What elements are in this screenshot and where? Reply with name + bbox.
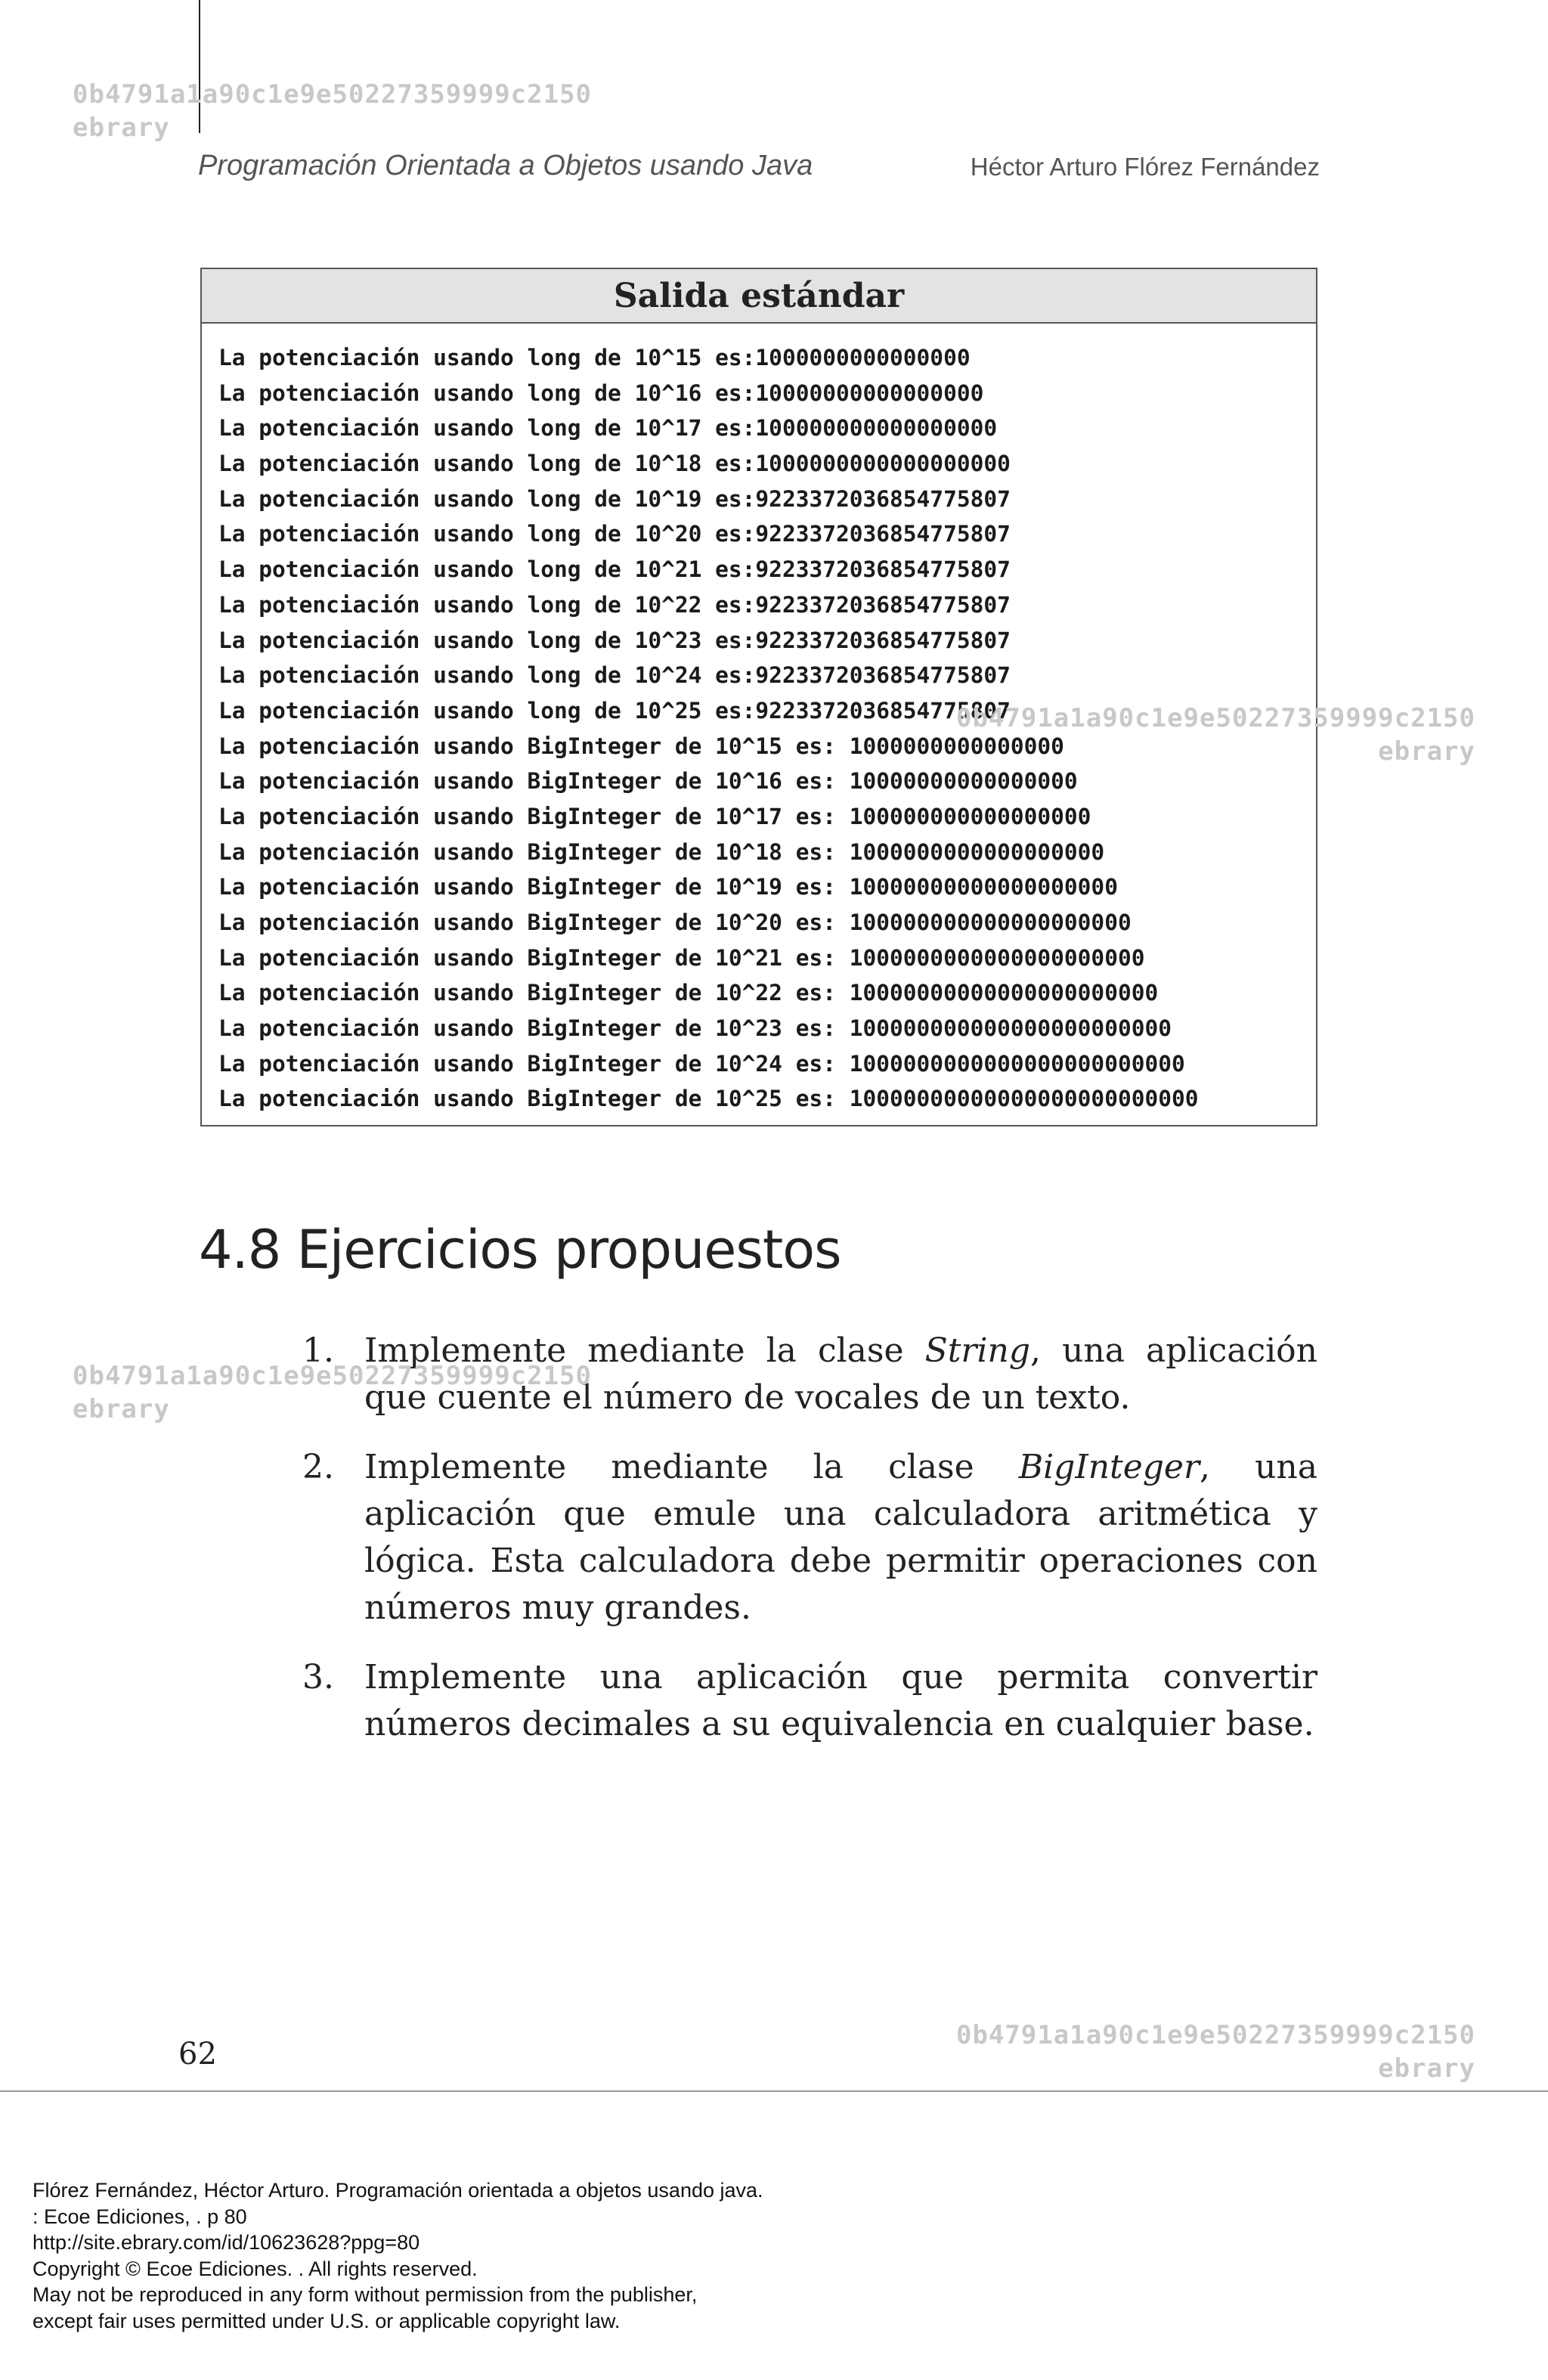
watermark-label: ebrary — [1378, 2053, 1475, 2084]
watermark-bottom-right — [956, 2019, 1475, 2085]
watermark-code: 0b4791a1a90c1e9e50227359999c2150 — [73, 1361, 593, 1391]
output-line: La potenciación usando long de 10^17 es:100000000000000000 — [218, 415, 998, 442]
exercise-class-name: String — [924, 1331, 1031, 1370]
output-line: La potenciación usando BigInteger de 10^18 es: 1000000000000000000 — [218, 838, 1105, 865]
footer-line: http://site.ebrary.com/id/10623628?ppg=80 — [33, 2231, 420, 2254]
output-box-title: Salida estándar — [202, 269, 1316, 324]
exercise-text-start: Implemente una aplicación que permita convertir números decimales a su equivalencia en cualquier base. — [364, 1658, 1317, 1743]
exercise-item — [302, 1654, 1317, 1748]
output-line: La potenciación usando BigInteger de 10^23 es: 100000000000000000000000 — [218, 1015, 1172, 1042]
running-header-title: Programación Orientada a Objetos usando Java — [198, 150, 813, 181]
footer-line: except fair uses permitted under U.S. or applicable copyright law. — [33, 2309, 621, 2332]
output-line: La potenciación usando BigInteger de 10^24 es: 1000000000000000000000000 — [218, 1050, 1185, 1077]
exercise-item — [302, 1444, 1317, 1632]
watermark-label: ebrary — [1378, 736, 1475, 767]
watermark-top-left — [73, 78, 592, 144]
exercise-number: 2. — [302, 1448, 334, 1486]
section-heading: 4.8 Ejercicios propuestos — [199, 1219, 841, 1281]
watermark-label: ebrary — [73, 1394, 170, 1424]
watermark-code: 0b4791a1a90c1e9e50227359999c2150 — [955, 703, 1475, 733]
output-line: La potenciación usando long de 10^23 es:9223372036854775807 — [218, 627, 1011, 653]
exercise-class-name: BigInteger — [1018, 1448, 1200, 1486]
exercise-text — [364, 1654, 1317, 1748]
output-line: La potenciación usando long de 10^15 es:1000000000000000 — [218, 345, 971, 370]
copyright-notice — [33, 2177, 763, 2334]
output-line: La potenciación usando BigInteger de 10^20 es: 100000000000000000000 — [218, 910, 1132, 935]
watermark-code: 0b4791a1a90c1e9e50227359999c2150 — [73, 79, 593, 110]
output-line: La potenciación usando BigInteger de 10^21 es: 1000000000000000000000 — [218, 944, 1145, 971]
output-line: La potenciación usando long de 10^22 es:9223372036854775807 — [218, 591, 1011, 618]
exercise-text — [364, 1444, 1317, 1632]
output-line: La potenciación usando BigInteger de 10^17 es: 100000000000000000 — [218, 803, 1091, 829]
running-header-author: Héctor Arturo Flórez Fernández — [970, 153, 1320, 181]
output-line: La potenciación usando long de 10^21 es:9223372036854775807 — [218, 556, 1011, 583]
output-line: La potenciación usando BigInteger de 10^15 es: 1000000000000000 — [218, 733, 1064, 759]
page-number: 62 — [178, 2037, 217, 2072]
standard-output-box — [200, 268, 1317, 1126]
watermark-label: ebrary — [73, 113, 170, 143]
footer-line: Copyright © Ecoe Ediciones. . All rights reserved. — [33, 2257, 478, 2280]
output-line: La potenciación usando BigInteger de 10^19 es: 10000000000000000000 — [218, 874, 1118, 900]
output-line: La potenciación usando long de 10^24 es:9223372036854775807 — [218, 662, 1011, 689]
output-line: La potenciación usando long de 10^25 es:9223372036854775807 — [218, 697, 1011, 724]
output-line: La potenciación usando BigInteger de 10^25 es: 10000000000000000000000000 — [218, 1086, 1199, 1112]
exercise-text-end: , una aplicación que cuente el número de vocales de un texto. — [364, 1331, 1317, 1417]
exercise-number: 3. — [302, 1658, 334, 1697]
output-line: La potenciación usando long de 10^20 es:9223372036854775807 — [218, 521, 1011, 547]
footer-divider — [0, 2090, 1548, 2092]
watermark-mid-right — [956, 702, 1475, 768]
footer-line: Flórez Fernández, Héctor Arturo. Programación orientada a objetos usando java. — [33, 2179, 763, 2202]
output-line: La potenciación usando long de 10^19 es:9223372036854775807 — [218, 485, 1011, 512]
exercise-text-start: Implemente mediante la clase — [364, 1448, 1019, 1486]
footer-line: May not be reproduced in any form without permission from the publisher, — [33, 2283, 698, 2306]
exercise-text-start: Implemente mediante la clase — [364, 1331, 925, 1370]
exercise-number: 1. — [302, 1331, 334, 1370]
exercise-text-end: , una aplicación que emule una calculadora aritmética y lógica. Esta calculadora debe permitir operaciones con números muy grandes. — [364, 1448, 1317, 1627]
output-line: La potenciación usando long de 10^16 es:10000000000000000 — [218, 380, 984, 406]
watermark-mid-left — [73, 1359, 592, 1426]
output-line: La potenciación usando long de 10^18 es:1000000000000000000 — [218, 451, 1011, 477]
output-line: La potenciación usando BigInteger de 10^16 es: 10000000000000000 — [218, 768, 1078, 795]
footer-line: : Ecoe Ediciones, . p 80 — [33, 2205, 247, 2228]
output-line: La potenciación usando BigInteger de 10^22 es: 10000000000000000000000 — [218, 980, 1159, 1006]
watermark-code: 0b4791a1a90c1e9e50227359999c2150 — [955, 2020, 1475, 2050]
